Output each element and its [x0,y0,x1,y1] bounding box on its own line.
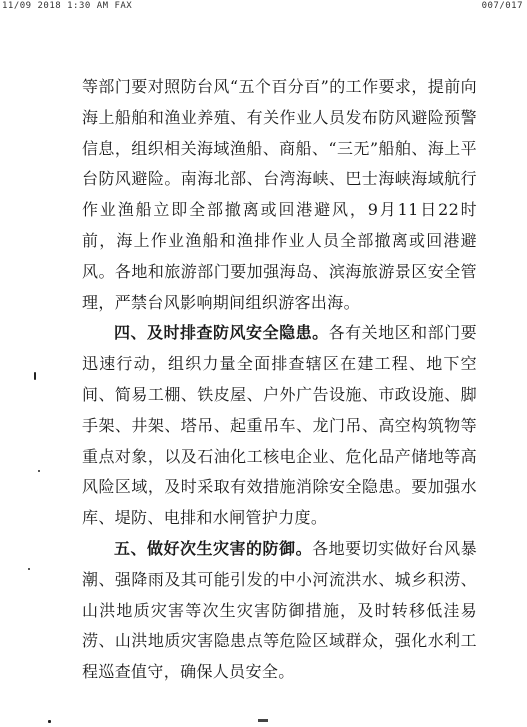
fax-transmission-stamp: 11/09 2018 1:30 AM FAX [2,1,133,11]
scan-speck [34,372,36,380]
section-heading: 五、做好次生灾害的防御。 [114,538,313,558]
paragraph-section-four [82,318,477,534]
paragraph-text: 等部门要对照防台风“五个百分百”的工作要求，提前向海上船舶和渔业养殖、有关作业人员发布防风避险预警信息，组织相关海域渔船、商船、“三无”船舶、海上平台防风避险。南海北部、台湾海峡、巴士海峡海域航行作业渔船立即全部撤离或回港避风，9月11日22时前，海上作业渔船和渔排作业人员全部撤离或回港避风。各地和旅游部门要加强海岛、滨海旅游景区安全管理，严禁台风影响期间组织游客出海。 [82,77,477,312]
paragraph-text: 各有关地区和部门要迅速行动，组织力量全面排查辖区在建工程、地下空间、简易工棚、铁皮屋、户外广告设施、市政设施、脚手架、井架、塔吊、起重吊车、龙门吊、高空构筑物等重点对象，以及石油化工核电企业、危化品产储地等高风险区域，及时采取有效措施消除安全隐患。要加强水库、堤防、电排和水闸管护力度。 [82,323,477,528]
scan-speck [48,720,51,723]
scan-speck [28,568,30,570]
document-body [82,72,477,688]
section-heading: 四、及时排查防风安全隐患。 [114,323,329,343]
paragraph-section-five [82,534,477,688]
scan-speck [38,470,40,472]
paragraph-text: 各地要切实做好台风暴潮、强降雨及其可能引发的中小河流洪水、城乡积涝、山洪地质灾害等次生灾害防御措施，及时转移低洼易涝、山洪地质灾害隐患点等危险区域群众，强化水利工程巡查值守，确保人员安全。 [82,538,477,682]
paragraph-continuation [82,72,477,318]
page-number-mark [258,719,268,722]
fax-header [0,0,527,14]
fax-page-counter: 007/017 [481,1,523,11]
